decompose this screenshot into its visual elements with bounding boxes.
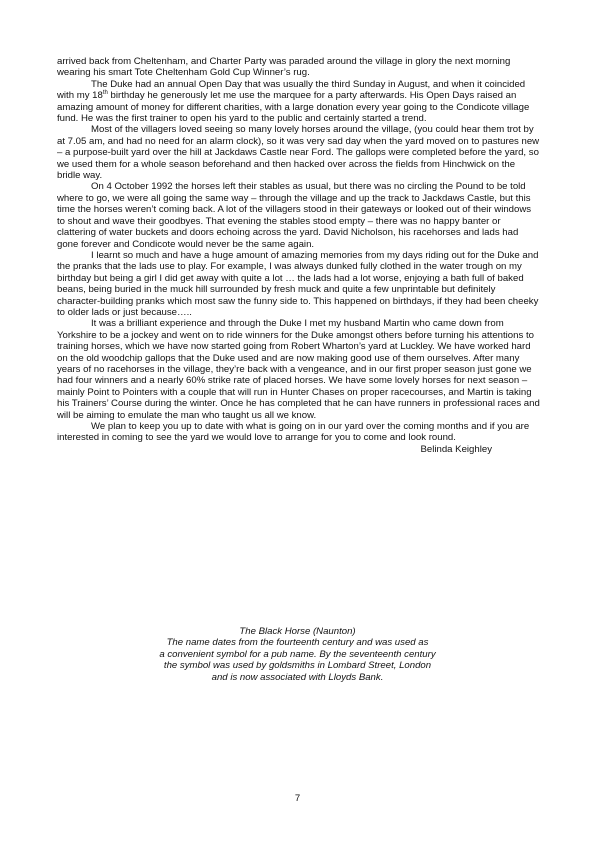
paragraph-text: birthday he generously let me use the marquee for a party afterwards. His Open Days raised an amazing amount of money for different charities, with a large donation every year going to the Condicote village fund. He was the first trainer to open his yard to the public and certainly started a trend. [57, 90, 530, 125]
page-number: 7 [294, 793, 301, 804]
caption-line: and is now associated with Lloyds Bank. [211, 671, 384, 683]
article-paragraph: arrived back from Cheltenham, and Charter Party was paraded around the village in glory the next morning wearing his smart Tote Cheltenham Gold Cup Winner’s rug. [57, 56, 511, 79]
article-paragraph: We plan to keep you up to date with what is going on in our yard over the coming months and if you are interested in coming to see the yard we would love to arrange for you to come and look round. [57, 421, 530, 444]
paragraph-text: The Duke had an annual Open Day that was usually the third Sunday in August, and when it coincided with my 18 [57, 78, 526, 102]
article-paragraph: I learnt so much and have a huge amount of amazing memories from my days riding out for the Duke and the pranks that the lads use to play. For example, I was always dunked fully clothed in the water trough on my birthday but being a girl I did get away with quite a lot … the lads had a lot worse, enjoying a bath full of baked beans, being buried in the muck hill surrounded by fresh muck and quite a few unprintable but definitely character-building pranks which most saw the funny side to. This happened on birthdays, if they had been cheeky to older lads or just because….. [57, 249, 539, 318]
image-caption [100, 626, 495, 683]
ordinal-suffix: th [102, 90, 108, 97]
article-body [57, 56, 540, 455]
caption-line: The name dates from the fourteenth century and was used as [166, 637, 429, 649]
author-signature: Belinda Keighley [420, 443, 492, 455]
caption-title: The Black Horse (Naunton) [239, 626, 356, 637]
article-paragraph: Most of the villagers loved seeing so many lovely horses around the village, (you could hear them trot by at 7.05 am, and had no need for an alarm clock), so it was very sad day when the yard moved on to pastures new – a purpose-built yard over the hill at Jackdaws Castle near Ford. The gallops were completed before the yard, so we used them for a whole season beforehand and then hacked over across the fields from Hinchwick on the bridle way. [57, 124, 540, 182]
article-paragraph [57, 79, 540, 125]
article-paragraph: It was a brilliant experience and through the Duke I met my husband Martin who came down from Yorkshire to be a jockey and went on to ride winners for the Duke amongst others before turning his attentions to training horses, which we have now started going from Robert Wharton’s yard at Luckley. We have worked hard on the old woodchip gallops that the Duke used and are now making good use of them ourselves. After many years of no racehorses in the village, they’re back with a vengeance, and in our first proper season just gone we had four winners and a nearly 60% strike rate of placed horses. We have some lovely horses for next season – mainly Point to Pointers with a couple that will run in Hunter Chases on proper racecourses, and Martin is taking his Trainers’ Course during the winter. Once he has completed that he can have runners in professional races and will be aiming to emulate the man who taught us all we know. [57, 318, 540, 421]
caption-line: the symbol was used by goldsmiths in Lombard Street, London [163, 660, 432, 672]
article-paragraph: On 4 October 1992 the horses left their stables as usual, but there was no circling the Pound to be told where to go, we were all going the same way – through the village and up the track to Jackdaws Castle, but this time the horses weren’t coming back. A lot of the villagers stood in their gateways or looked out of their windows to shout and wave their goodbyes. That evening the stables stood empty – there was no happy banter or clattering of water buckets and doors echoing across the yard. David Nicholson, his racehorses and lads had gone forever and Condicote would never be the same again. [57, 181, 532, 250]
caption-line: a convenient symbol for a pub name. By the seventeenth century [159, 648, 436, 660]
